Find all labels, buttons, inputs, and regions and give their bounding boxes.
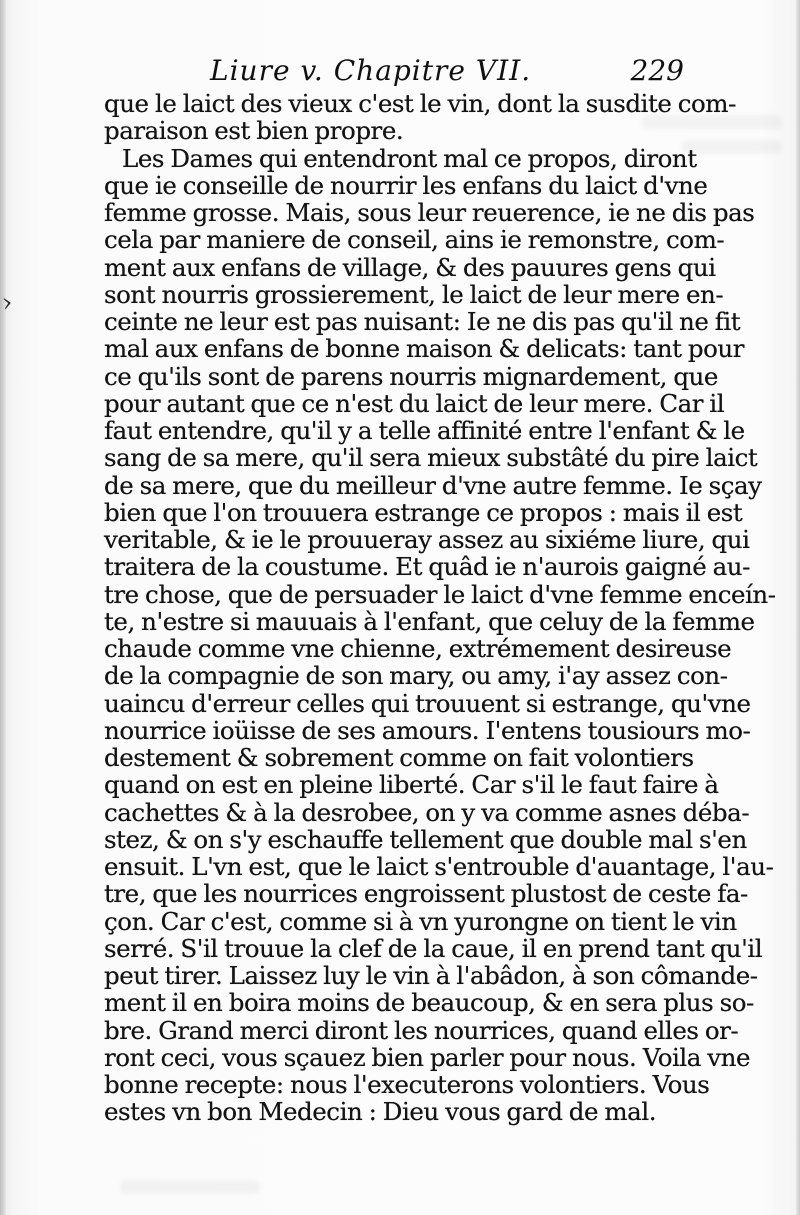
text-line: que le laict des vieux c'est le vin, dont la susdite com- (104, 89, 736, 118)
text-line: bien que l'on trouuera estrange ce propos : mais il est (104, 497, 743, 527)
text-line: sont nourris grossierement, le laict de leur mere en- (104, 279, 724, 309)
running-head (100, 50, 684, 90)
show-through-smudge (120, 1180, 260, 1194)
text-line: ront ceci, vous sçauez bien parler pour nous. Voila vne (104, 1042, 751, 1072)
text-line: bre. Grand merci diront les nourrices, quand elles or- (104, 1015, 739, 1045)
text-line: ceinte ne leur est pas nuisant: Ie ne dis pas qu'il ne fit (104, 307, 741, 336)
text-line: estes vn bon Medecin : Dieu vous gard de mal. (104, 1097, 657, 1127)
text-line: serré. S'il trouue la clef de la caue, il en prend tant qu'il (104, 933, 763, 963)
body-text (104, 89, 776, 1127)
margin-mark: › (0, 287, 15, 319)
text-line: tre, que les nourrices engroissent plustost de ceste fa- (104, 879, 748, 909)
text-line: bonne recepte: nous l'executerons volontiers. Vous (104, 1070, 710, 1099)
text-line: ment aux enfans de village, & des pauures gens qui (104, 252, 716, 282)
text-line: te, n'estre si mauuais à l'enfant, que celuy de la femme (104, 606, 755, 636)
text-line: destement & sobrement comme on fait volontiers (104, 743, 694, 772)
text-line: faut entendre, qu'il y a telle affinité entre l'enfant & le (104, 416, 745, 445)
text-line: quand on est en pleine liberté. Car s'il le faut faire à (104, 770, 719, 800)
text-line: paraison est bien propre. (104, 116, 404, 146)
text-line: peut tirer. Laissez luy le vin à l'abâdon, à son cômande- (104, 961, 758, 990)
text-line: sang de sa mere, qu'il sera mieux substâté du pire laict (104, 443, 758, 473)
text-line: mal aux enfans de bonne maison & delicats: tant pour (104, 334, 744, 364)
text-line: traitera de la coustume. Et quâd ie n'aurois gaigné au- (104, 552, 750, 582)
text-line: pour autant que ce n'est du laict de leur mere. Car il (104, 388, 725, 418)
text-line: cachettes & à la desrobee, on y va comme asnes déba- (104, 797, 750, 827)
text-line: veritable, & ie le prouueray assez au sixiéme liure, qui (104, 525, 750, 554)
text-line: uaincu d'erreur celles qui trouuent si estrange, qu'vne (104, 688, 751, 718)
page-edge-right (796, 0, 800, 1215)
text-line: Les Dames qui entendront mal ce propos, diront (122, 143, 697, 173)
text-line: ensuit. L'vn est, que le laict s'entrouble d'auantage, l'au- (104, 852, 774, 881)
text-line: cela par maniere de conseil, ains ie remonstre, com- (104, 225, 725, 255)
running-title: Liure v. Chapitre VII. (210, 54, 532, 87)
text-line: çon. Car c'est, comme si à vn yurongne on tient le vin (104, 906, 737, 936)
text-line: stez, & on s'y eschauffe tellement que double mal s'en (104, 824, 747, 854)
text-line: tre chose, que de persuader le laict d'vne femme enceín- (104, 579, 776, 609)
text-line: de sa mere, que du meilleur d'vne autre femme. Ie sçay (104, 470, 762, 500)
text-line: ment il en boira moins de beaucoup, & en sera plus so- (104, 988, 754, 1018)
text-line: de la compagnie de son mary, ou amy, i'ay assez con- (104, 661, 728, 691)
text-line: femme grosse. Mais, sous leur reuerence, ie ne dis pas (104, 198, 755, 227)
text-line: chaude comme vne chienne, extrémement desireuse (104, 634, 732, 663)
text-line: que ie conseille de nourrir les enfans du laict d'vne (104, 170, 708, 200)
page-number: 229 (630, 54, 684, 87)
show-through-smudge (682, 140, 782, 154)
text-line: nourrice ioüisse de ses amours. I'entens tousiours mo- (104, 715, 751, 745)
text-line: ce qu'ils sont de parens nourris mignardement, que (104, 361, 718, 391)
page-edge-left (0, 0, 6, 1215)
